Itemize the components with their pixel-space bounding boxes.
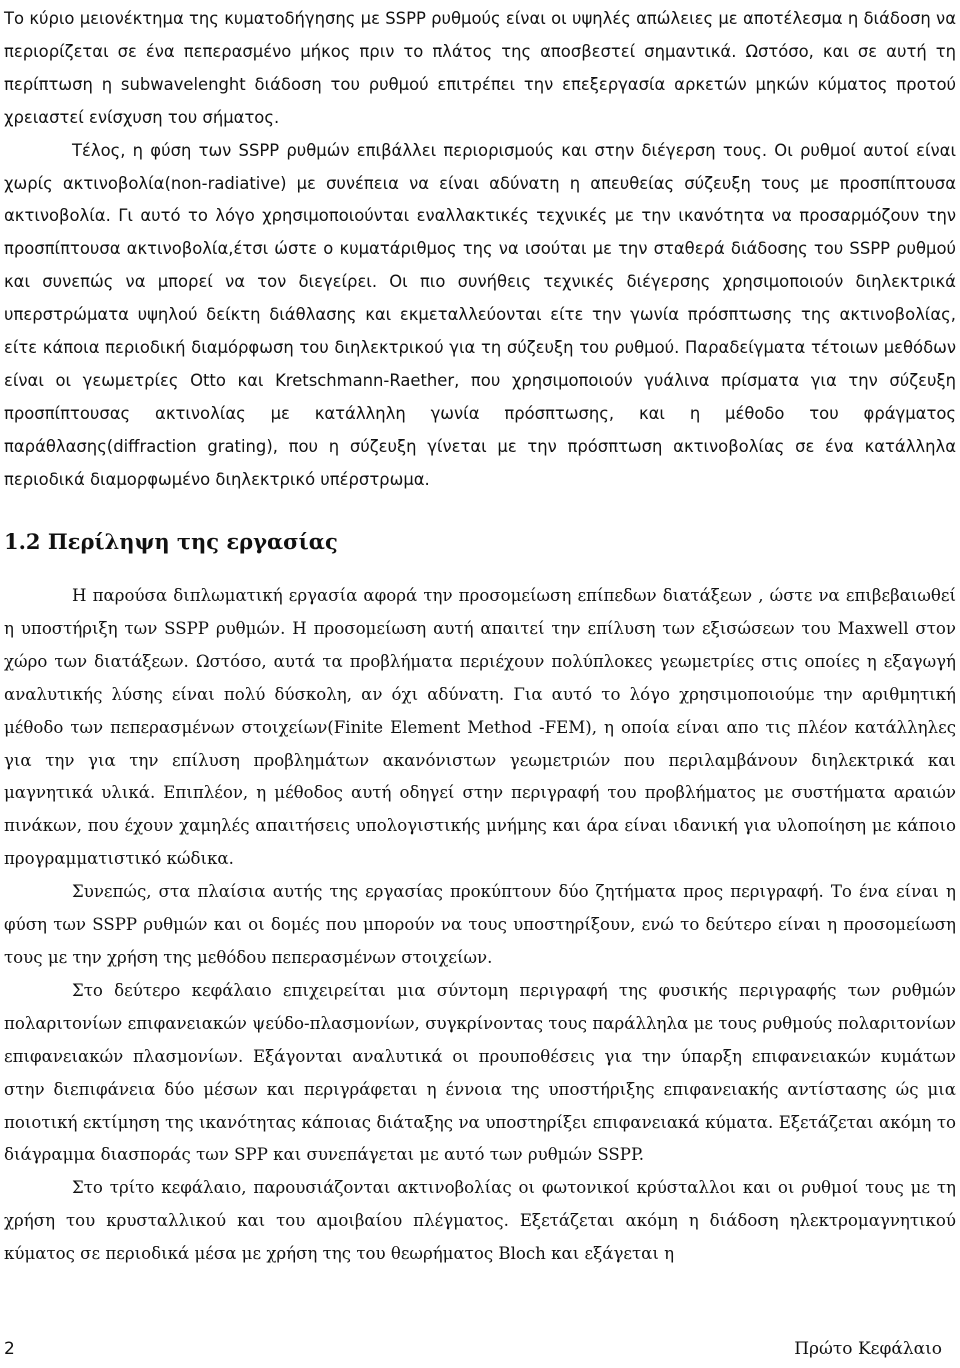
top-text-block [4, 3, 956, 497]
paragraph: Στο τρίτο κεφάλαιο, παρουσιάζονται ακτινοβολίας οι φωτονικοί κρύσταλλοι και οι ρυθμοί τους με τη χρήση του κρυσταλλικού και του αμοιβαίου πλέγματος. Εξετάζεται ακόμη η διάδοση ηλεκτρομαγνητικού κύματος σε περιοδικά μέσα με χρήση της του θεωρήματος Bloch και εξάγεται η [4, 1178, 956, 1264]
page-footer [4, 1335, 956, 1365]
page-number: 2 [4, 1339, 15, 1359]
section-heading: 1.2 Περίληψη της εργασίας [4, 529, 338, 554]
bottom-text-block [4, 580, 956, 1271]
paragraph: Τέλος, η φύση των SSPP ρυθμών επιβάλλει περιορισμούς και στην διέγερση τους. Οι ρυθμοί αυτοί είναι χωρίς ακτινοβολία(non-radiative) με συνέπεια να είναι αδύνατη η απευθείας σύζευξη τους με προσπίπτουσα ακτινοβολία. Γι αυτό το λόγο χρησιμοποιούνται εναλλακτικές τεχνικές με την ικανότητα να προσαρμόζουν την προσπίπτουσα ακτινοβολία,έτσι ώστε ο κυματάριθμος της να ισούται με την σταθερά διάδοσης του SSPP ρυθμού και συνεπώς να μπορεί να τον διεγείρει. Οι πιο συνήθεις τεχνικές διέγερσης χρησιμοποιούν διηλεκτρικά υπερστρώματα υψηλού δείκτη διάθλασης και εκμεταλλεύονται είτε την γωνία πρόσπτωσης της ακτινοβολίας, είτε κάποια περιοδική διαμόρφωση του διηλεκτρικού για τη σύζευξη του ρυθμού. Παραδείγματα τέτοιων μεθόδων είναι οι γεωμετρίες Otto και Kretschmann-Raether, που χρησιμοποιούν γυάλινα πρίσματα για την σύζευξη προσπίπτουσας ακτινολίας με κατάλληλη γωνία πρόσπτωσης, και η μέθοδο του φράγματος παράθλασης(diffraction grating), που η σύζευξη γίνεται με την πρόσπτωση ακτινοβολίας σε ένα κατάλληλα περιοδικά διαμορφωμένο διηλεκτρικό υπέρστρωμα. [4, 140, 956, 489]
paragraph: Στο δεύτερο κεφάλαιο επιχειρείται μια σύντομη περιγραφή της φυσικής περιγραφής των ρυθμών πολαριτονίων επιφανειακών ψεύδο-πλασμονίων, συγκρίνοντας τους παράλληλα με τους ρυθμούς πολαριτονίων επιφανειακών πλασμονίων. Εξάγονται αναλυτικά οι προυποθέσεις για την ύπαρξη επιφανειακών κυμάτων στην διεπιφάνεια δύο μέσων και περιγράφεται η έννοια της υποστήριξης επιφανειακής αντίστασης ώς μια ποιοτική εκτίμηση της ικανότητας κάποιας διάταξης να υποστηρίξει επιφανειακά κύματα. Εξετάζεται ακόμη το διάγραμμα διασποράς των SPP και συνεπάγεται με αυτό των ρυθμών SSPP. [4, 980, 956, 1165]
paragraph: Το κύριο μειονέκτημα της κυματοδήγησης με SSPP ρυθμούς είναι οι υψηλές απώλειες με αποτέλεσμα η διάδοση να περιορίζεται σε ένα πεπερασμένο μήκος πριν το πλάτος της αποσβεστεί σημαντικά. Ωστόσο, και σε αυτή τη περίπτωση η subwavelenght διάδοση του ρυθμού επιτρέπει την επεξεργασία αρκετών μηκών κύματος προτού χρειαστεί ενίσχυση του σήματος. [4, 9, 956, 127]
paragraph: Η παρούσα διπλωματική εργασία αφορά την προσομείωση επίπεδων διατάξεων , ώστε να επιβεβαιωθεί η υποστήριξη των SSPP ρυθμών. Η προσομείωση αυτή απαιτεί την επίλυση των εξισώσεων του Maxwell στον χώρο των διατάξεων. Ωστόσο, αυτά τα προβλήματα περιέχουν πολύπλοκες γεωμετρίες στις οποίες η εξαγωγή αναλυτικής λύσης είναι πολύ δύσκολη, αν όχι αδύνατη. Για αυτό το λόγο χρησιμοποιούμε την αριθμητική μέθοδο των πεπερασμένων στοιχείων(Finite Element Method -FEM), η οποία είναι απο τις πλέον κατάλληλες για την για την επίλυση προβλημάτων ακανόνιστων γεωμετριών που περιλαμβάνουν διηλεκτρικά και μαγνητικά υλικά. Επιπλέον, η μέθοδος αυτή οδηγεί στην περιγραφή του προβλήματος με συστήματα αραιών πινάκων, που έχουν χαμηλές απαιτήσεις υπολογιστικής μνήμης και άρα είναι ιδανική για υλοποίηση με κάποιο προγραμματιστικό κώδικα. [4, 586, 956, 869]
chapter-title: Πρώτο Κεφάλαιο [794, 1339, 942, 1359]
document-page [4, 0, 956, 1368]
paragraph: Συνεπώς, στα πλαίσια αυτής της εργασίας προκύπτουν δύο ζητήματα προς περιγραφή. Το ένα είναι η φύση των SSPP ρυθμών και οι δομές που μπορούν να τους υποστηρίξουν, ενώ το δεύτερο είναι η προσομείωση τους με την χρήση της μεθόδου πεπερασμένων στοιχείων. [4, 882, 956, 967]
